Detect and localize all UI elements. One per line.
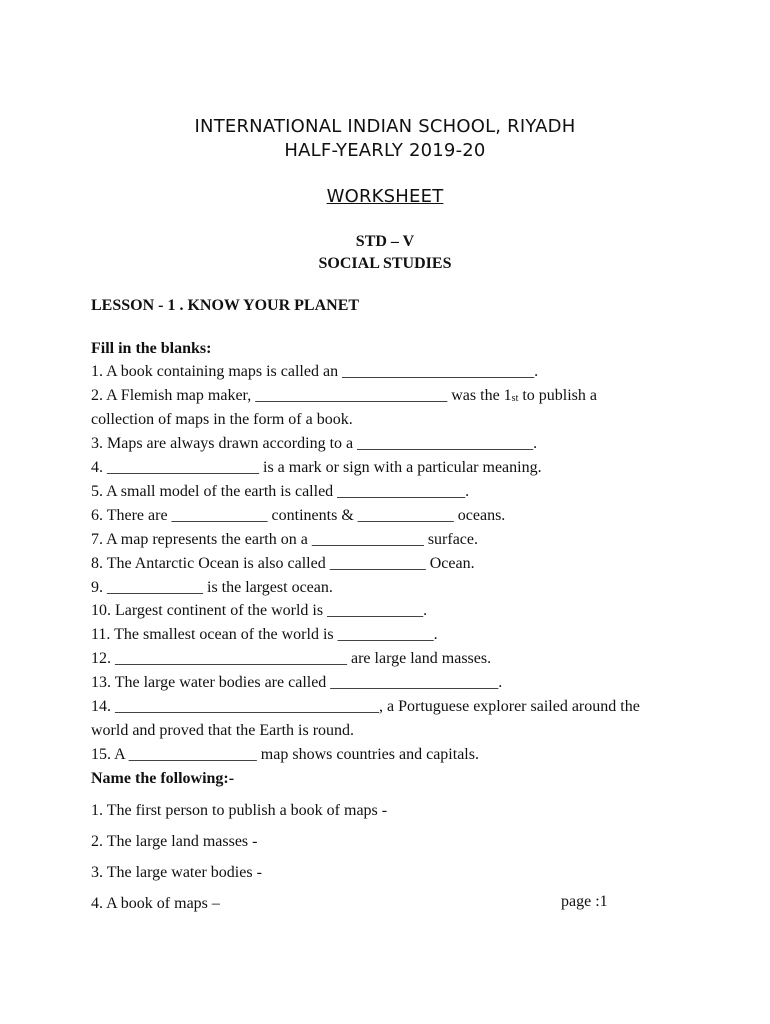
fill-blanks-heading: Fill in the blanks: — [91, 340, 212, 357]
question-12: 12. _____________________________ are large land masses. — [91, 650, 492, 667]
question-9: 9. ____________ is the largest ocean. — [91, 579, 333, 596]
worksheet-title: WORKSHEET — [326, 186, 444, 207]
name-item-1: 1. The first person to publish a book of maps - — [91, 802, 388, 819]
question-7: 7. A map represents the earth on a ______________ surface. — [91, 531, 479, 548]
question-5: 5. A small model of the earth is called ________________. — [91, 483, 470, 500]
question-2-superscript: st — [511, 393, 519, 404]
question-8: 8. The Antarctic Ocean is also called ____________ Ocean. — [91, 555, 475, 572]
name-item-4: 4. A book of maps – — [91, 895, 220, 912]
question-10: 10. Largest continent of the world is ____________. — [91, 602, 428, 619]
question-14: 14. _________________________________, a Portuguese explorer sailed around the — [91, 698, 640, 715]
question-13: 13. The large water bodies are called _____________________. — [91, 674, 503, 691]
subject-label: SOCIAL STUDIES — [318, 255, 452, 272]
question-15: 15. A ________________ map shows countries and capitals. — [91, 746, 479, 763]
page-number: page :1 — [561, 893, 608, 910]
question-14-line-2: world and proved that the Earth is round. — [91, 722, 355, 739]
question-6: 6. There are ____________ continents & ____________ oceans. — [91, 507, 506, 524]
exam-title: HALF-YEARLY 2019-20 — [284, 140, 486, 161]
std-label: STD – V — [355, 233, 415, 250]
lesson-title: LESSON - 1 . KNOW YOUR PLANET — [91, 297, 360, 314]
question-1: 1. A book containing maps is called an ________________________. — [91, 363, 539, 380]
name-item-3: 3. The large water bodies - — [91, 864, 262, 881]
name-following-heading: Name the following:- — [91, 770, 235, 787]
question-4: 4. ___________________ is a mark or sign with a particular meaning. — [91, 459, 542, 476]
question-3: 3. Maps are always drawn according to a ______________________. — [91, 435, 538, 452]
name-item-2: 2. The large land masses - — [91, 833, 258, 850]
worksheet-title-row — [0, 186, 770, 207]
question-2 — [91, 385, 691, 410]
question-11: 11. The smallest ocean of the world is ____________. — [91, 626, 438, 643]
question-2-line-2: collection of maps in the form of a book. — [91, 411, 353, 428]
school-name: INTERNATIONAL INDIAN SCHOOL, RIYADH — [194, 116, 576, 137]
question-2-text-a: 2. A Flemish map maker, ________________________ was the 1 — [91, 387, 512, 404]
question-2-text-b: to publish a — [518, 387, 598, 404]
